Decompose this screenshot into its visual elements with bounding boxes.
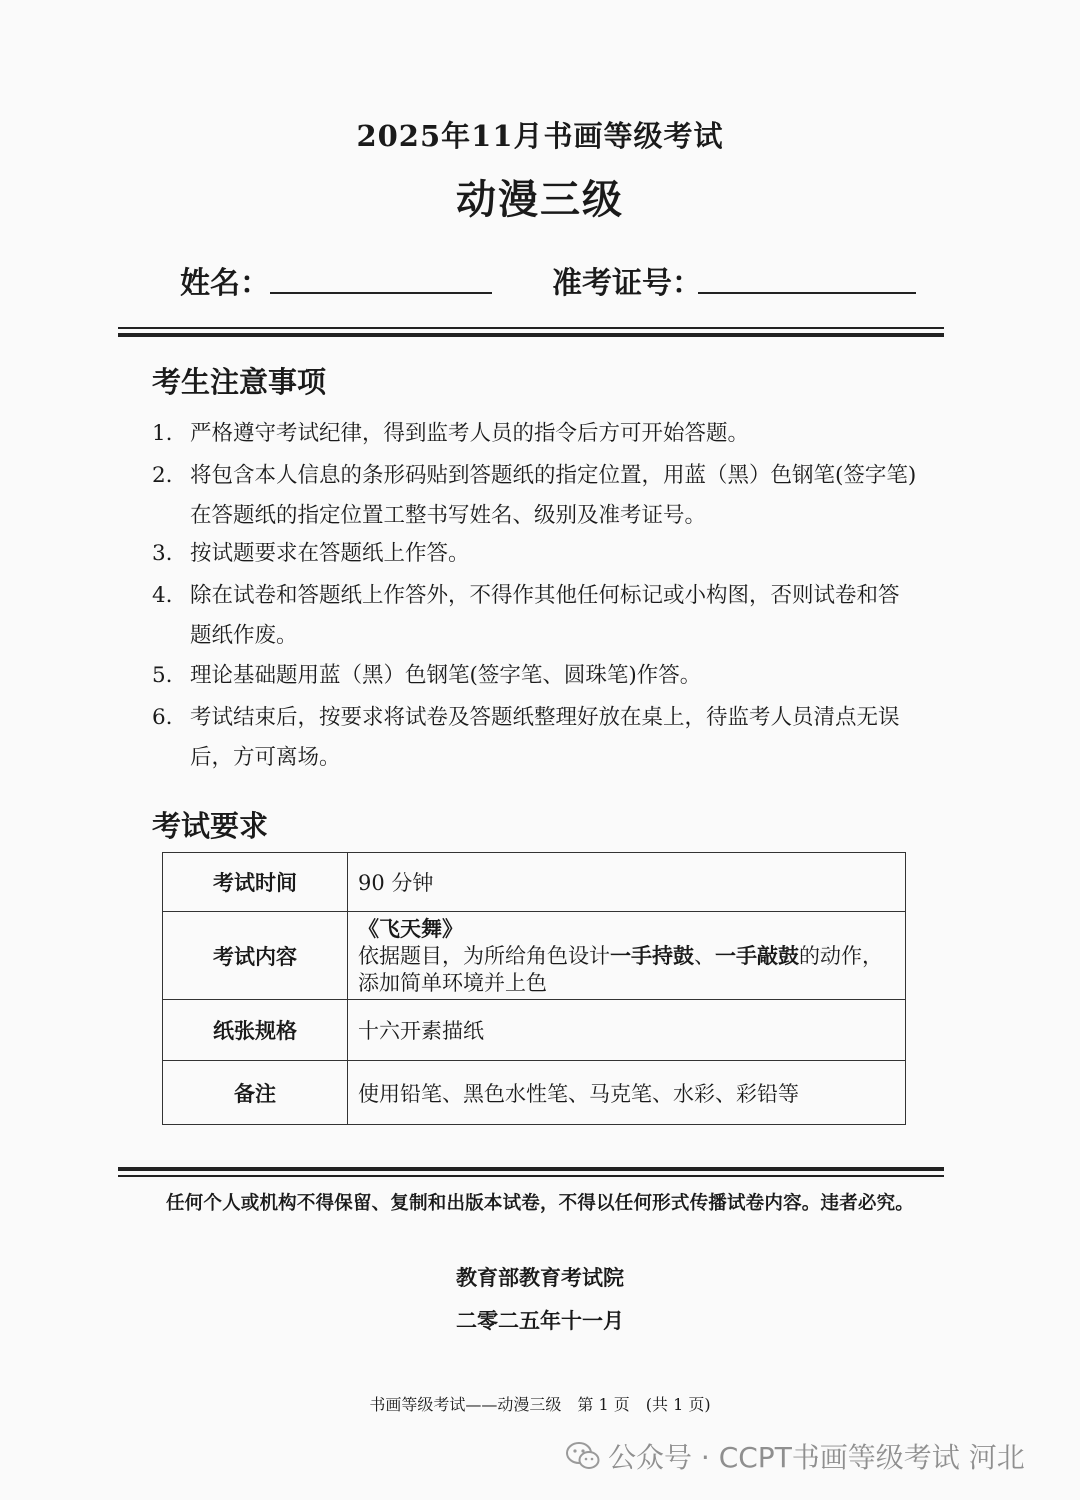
notice-number: 3. [152, 541, 173, 566]
notice-text: 除在试卷和答题纸上作答外，不得作其他任何标记或小构图，否则试卷和答题纸作废。 [190, 583, 900, 648]
requirements-table [162, 852, 906, 1125]
exam-id-label: 准考证号： [552, 266, 702, 301]
bold-phrase: 一手敲鼓 [715, 942, 799, 968]
notice-item [152, 698, 932, 778]
table-key-cell: 备注 [163, 1061, 348, 1125]
work-title: 《飞天舞》 [358, 915, 463, 941]
notice-number: 1. [152, 421, 173, 446]
table-value-cell: 90 分钟 [348, 853, 906, 912]
bold-phrase: 一手持鼓 [610, 942, 694, 968]
requirements-heading: 考试要求 [152, 809, 269, 843]
table-row [163, 912, 906, 1000]
content-line: 添加简单环境并上色 [358, 970, 547, 995]
level-title: 动漫三级 [456, 176, 624, 223]
table-key-cell: 考试内容 [163, 912, 348, 1000]
table-row [163, 853, 906, 912]
copyright-notice: 任何个人或机构不得保留、复制和出版本试卷，不得以任何形式传播试卷内容。违者必究。 [165, 1193, 914, 1214]
watermark-text: 公众号 · CCPT书画等级考试 河北 [608, 1441, 1025, 1474]
issuer: 教育部教育考试院 [456, 1265, 624, 1290]
table-value-cell: 十六开素描纸 [348, 1000, 906, 1061]
table-key-cell: 纸张规格 [163, 1000, 348, 1061]
watermark [566, 1436, 1025, 1476]
bottom-divider-thin [118, 1175, 944, 1177]
table-value-cell: 使用铅笔、黑色水性笔、马克笔、水彩、彩铅等 [348, 1061, 906, 1125]
page-footer: 书画等级考试——动漫三级 第 1 页 (共 1 页) [369, 1395, 711, 1414]
name-blank-line [270, 292, 492, 294]
notice-item [152, 576, 932, 656]
notice-number: 2. [152, 463, 173, 488]
wechat-icon [566, 1441, 600, 1471]
notice-heading: 考生注意事项 [152, 365, 327, 399]
notice-text: 考试结束后，按要求将试卷及答题纸整理好放在桌上，待监考人员清点无误后，方可离场。 [190, 705, 900, 770]
notice-text: 按试题要求在答题纸上作答。 [190, 541, 470, 566]
notice-item [152, 414, 932, 454]
top-divider-thick [118, 333, 944, 337]
table-key-cell: 考试时间 [163, 853, 348, 912]
bottom-divider-thick [118, 1167, 944, 1171]
table-value-cell [348, 912, 906, 1000]
notice-number: 4. [152, 583, 173, 608]
name-label: 姓名： [180, 266, 270, 301]
top-divider-thin [118, 327, 944, 329]
notice-item [152, 656, 932, 696]
exam-title: 2025年11月书画等级考试 [356, 119, 724, 153]
notice-text: 将包含本人信息的条形码贴到答题纸的指定位置，用蓝（黑）色钢笔(签字笔)在答题纸的指定位置工整书写姓名、级别及准考证号。 [190, 463, 917, 528]
notice-number: 5. [152, 663, 173, 688]
notice-item [152, 534, 932, 574]
notice-item [152, 456, 932, 536]
exam-id-blank-line [698, 292, 916, 294]
table-row [163, 1061, 906, 1125]
issue-date: 二零二五年十一月 [456, 1308, 624, 1333]
notice-text: 严格遵守考试纪律，得到监考人员的指令后方可开始答题。 [190, 421, 750, 446]
table-row [163, 1000, 906, 1061]
notice-text: 理论基础题用蓝（黑）色钢笔(签字笔、圆珠笔)作答。 [190, 663, 702, 688]
notice-number: 6. [152, 705, 173, 730]
content-line: 依据题目，为所给角色设计一手持鼓、一手敲鼓的动作， [358, 942, 883, 968]
